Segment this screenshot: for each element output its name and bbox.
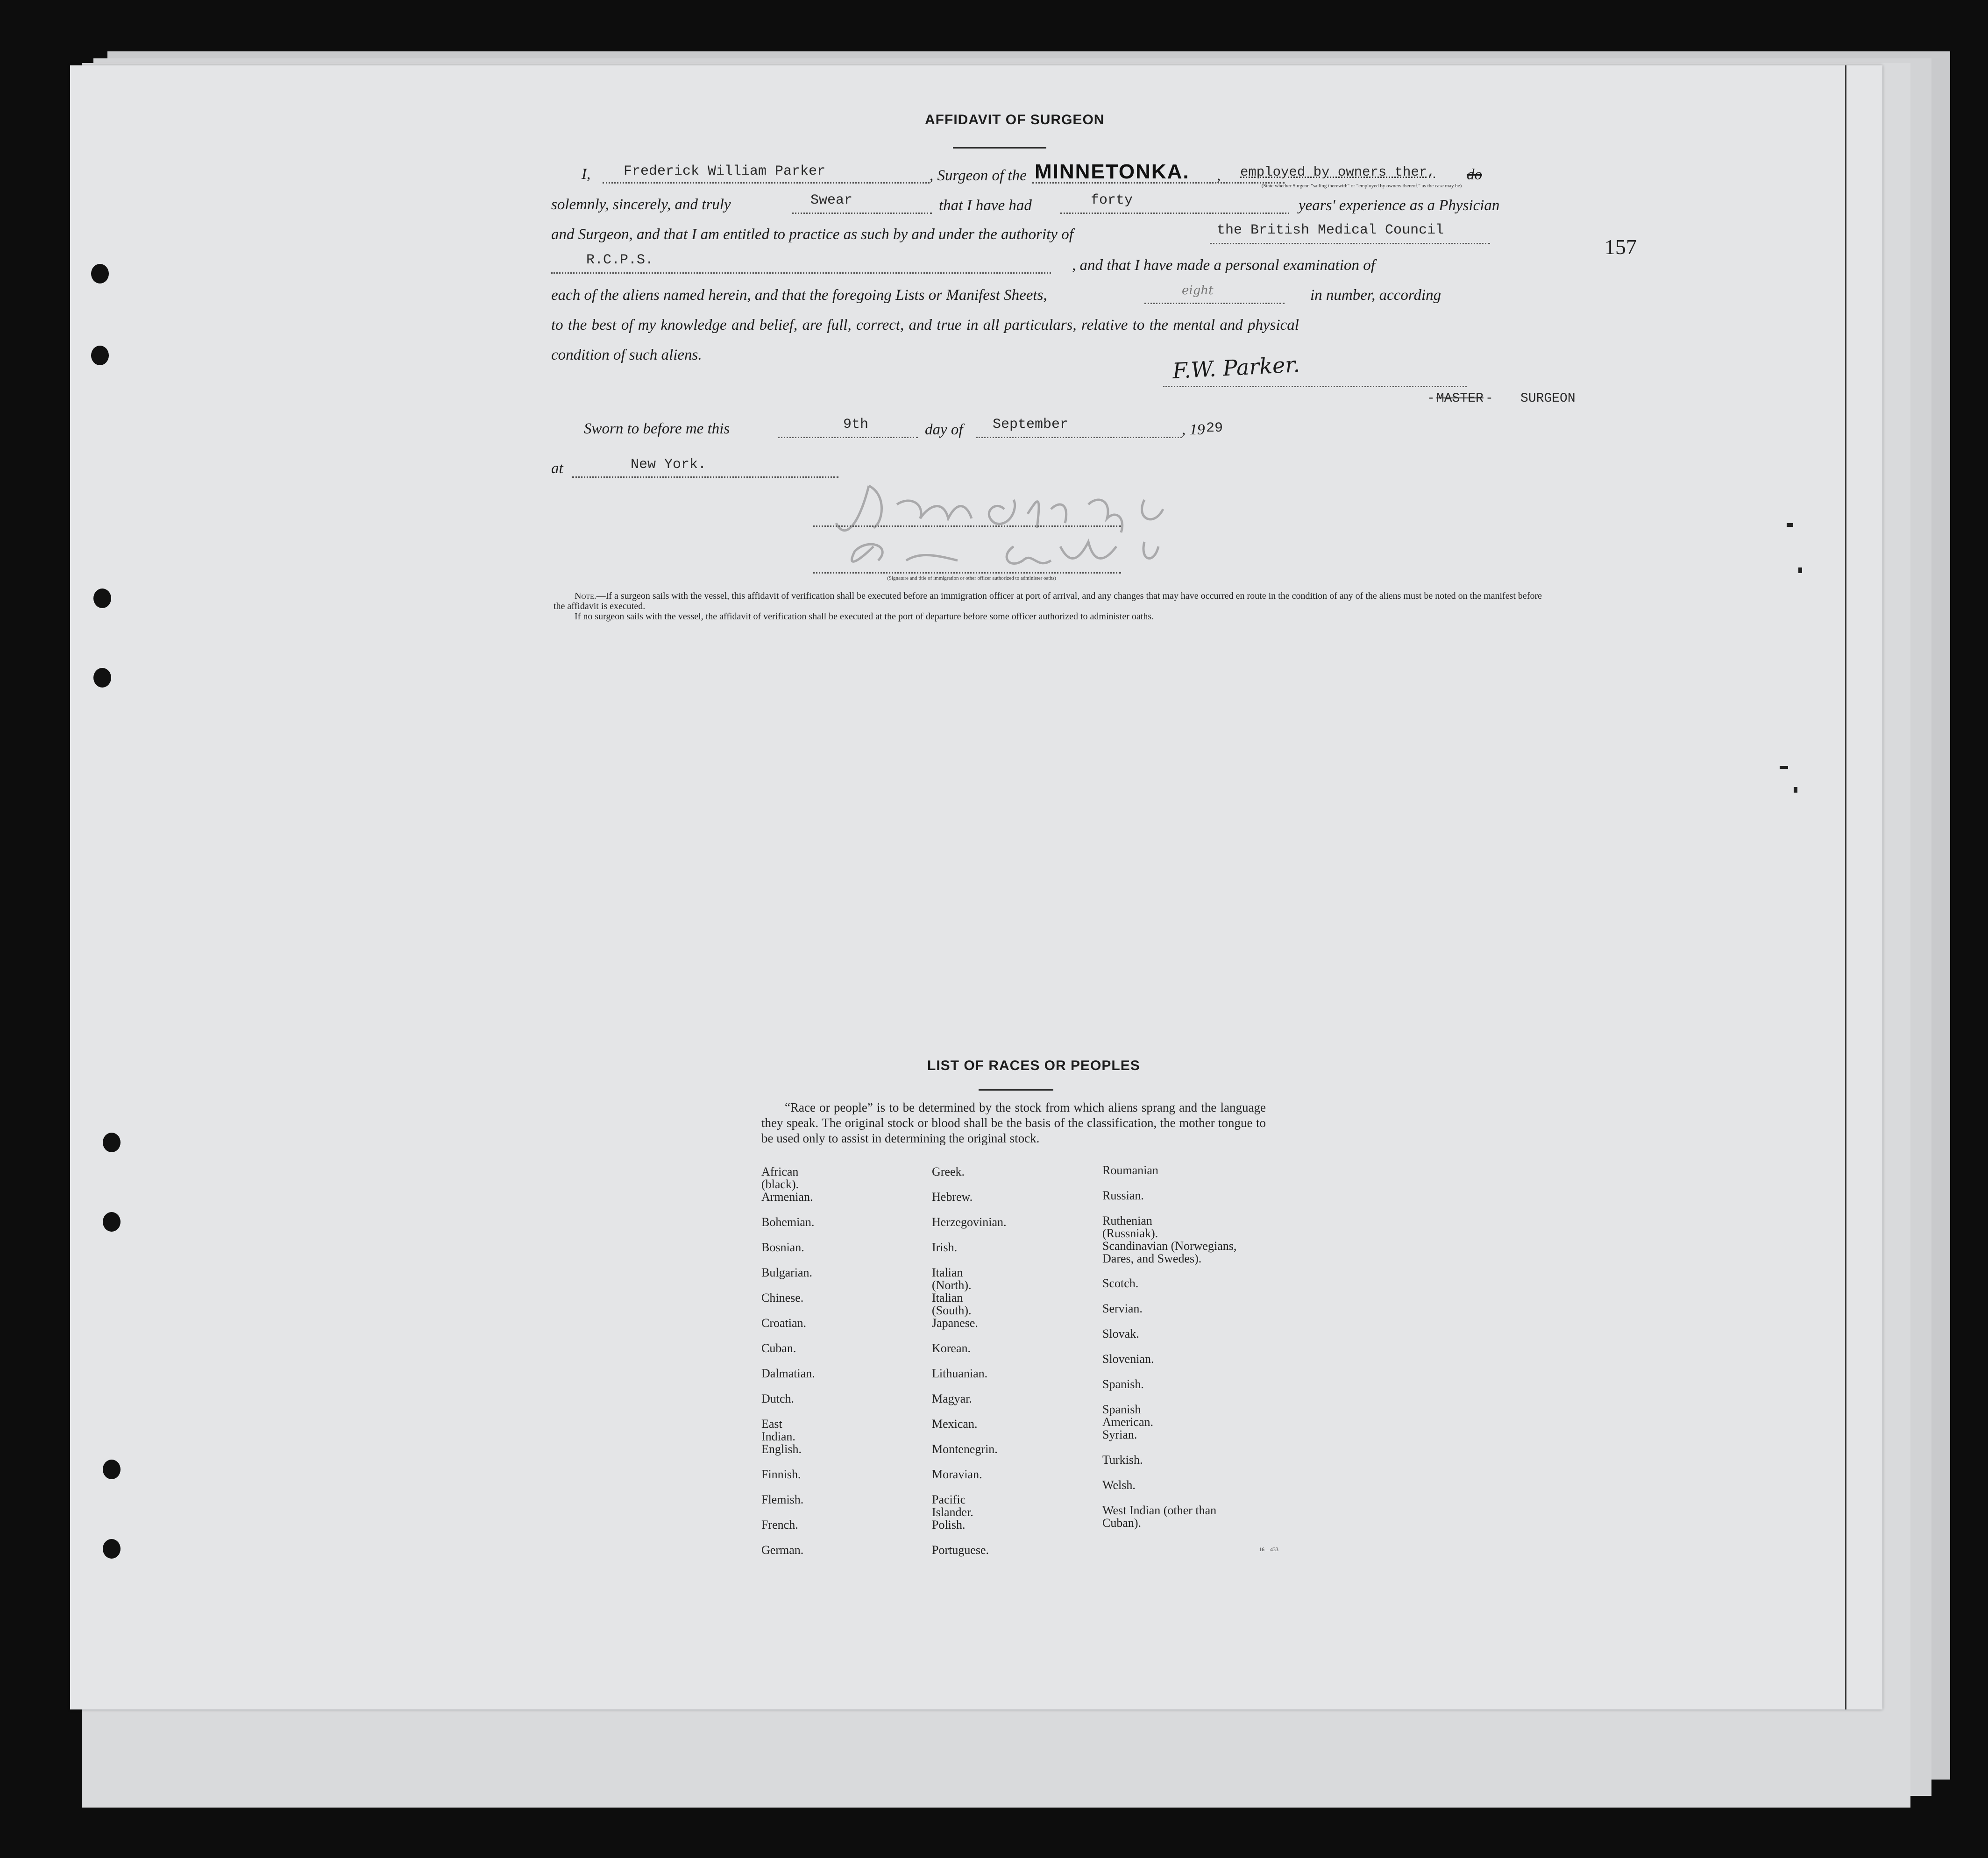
race-item: Bohemian. bbox=[761, 1215, 815, 1229]
note-surgeon-sails: —If a surgeon sails with the vessel, this affidavit of verification shall be executed before an immigration officer at port of arrival, and any changes that may have occurred en route in the condition of any of the aliens must be noted on the manifest before the affidavit is executed. bbox=[554, 591, 1542, 611]
dash: - bbox=[1485, 391, 1493, 406]
scan-speck bbox=[1787, 523, 1793, 527]
blank-line bbox=[778, 437, 918, 438]
surgeon-of-label: , Surgeon of the bbox=[930, 167, 1027, 184]
document-page bbox=[70, 65, 1882, 1709]
blank-line bbox=[1144, 303, 1285, 304]
role-label: SURGEON bbox=[1520, 391, 1576, 406]
sworn-lead: Sworn to before me this bbox=[584, 420, 730, 437]
race-item: Spanish American. bbox=[1102, 1403, 1154, 1429]
in-number-text: in number, according bbox=[1310, 287, 1441, 304]
blank-line bbox=[1210, 243, 1490, 244]
race-item: Slovak. bbox=[1102, 1327, 1139, 1340]
master-struck: MASTER bbox=[1436, 391, 1484, 406]
binder-hole bbox=[91, 264, 109, 284]
race-item: Slovenian. bbox=[1102, 1352, 1154, 1366]
page-edge-line bbox=[1845, 65, 1846, 1709]
race-item: Dutch. bbox=[761, 1392, 795, 1405]
binder-hole bbox=[103, 1539, 121, 1559]
employment-note: (State whether Surgeon "sailing therewith" or "employed by owners thereof," as the case may be) bbox=[1261, 183, 1462, 189]
race-item: Armenian. bbox=[761, 1190, 813, 1204]
race-item: Montenegrin. bbox=[932, 1442, 998, 1456]
manifest-sheets-text: each of the aliens named herein, and that the foregoing Lists or Manifest Sheets, bbox=[551, 287, 1047, 304]
authority-name: the British Medical Council bbox=[1217, 222, 1444, 238]
sheet-count: eight bbox=[1182, 284, 1214, 298]
race-item: East Indian. bbox=[761, 1417, 795, 1443]
surgeon-signature: F.W. Parker. bbox=[1172, 351, 1301, 384]
race-item: Scandinavian (Norwegians, Dares, and Swedes). bbox=[1102, 1239, 1237, 1265]
race-item: Cuban. bbox=[761, 1341, 796, 1355]
sworn-month: September bbox=[993, 417, 1069, 433]
race-item: Ruthenian (Russniak). bbox=[1102, 1214, 1158, 1240]
race-item: Bulgarian. bbox=[761, 1266, 813, 1279]
oath-type: Swear bbox=[810, 192, 853, 208]
race-item: French. bbox=[761, 1518, 798, 1532]
race-item: German. bbox=[761, 1543, 804, 1557]
race-item: Greek. bbox=[932, 1165, 965, 1178]
binder-hole bbox=[103, 1460, 121, 1479]
race-item: Korean. bbox=[932, 1341, 971, 1355]
race-item: Servian. bbox=[1102, 1302, 1143, 1315]
form-code: 16—433 bbox=[1259, 1546, 1278, 1553]
years-experience: forty bbox=[1091, 192, 1133, 208]
at-label: at bbox=[551, 460, 563, 477]
do-struck: do bbox=[1467, 166, 1482, 183]
officer-signature-note: (Signature and title of immigration or other officer authorized to administer oaths) bbox=[887, 575, 1056, 581]
title-rule bbox=[953, 147, 1046, 149]
affidavit-lead: I, bbox=[582, 166, 591, 183]
page-number: 157 bbox=[1605, 235, 1637, 259]
comma: , bbox=[1217, 167, 1221, 184]
race-item: Scotch. bbox=[1102, 1276, 1139, 1290]
race-item: Pacific Islander. bbox=[932, 1493, 973, 1519]
race-item: Russian. bbox=[1102, 1189, 1144, 1202]
race-item: Hebrew. bbox=[932, 1190, 973, 1204]
binder-hole bbox=[103, 1133, 121, 1152]
affidavit-note bbox=[554, 591, 1546, 622]
race-item: Spanish. bbox=[1102, 1377, 1144, 1391]
race-item: English. bbox=[761, 1442, 802, 1456]
race-item: Finnish. bbox=[761, 1468, 801, 1481]
race-item: Welsh. bbox=[1102, 1478, 1136, 1492]
affidavit-title: AFFIDAVIT OF SURGEON bbox=[925, 112, 1105, 128]
surgeon-name: Frederick William Parker bbox=[624, 163, 826, 179]
races-rule bbox=[979, 1089, 1053, 1091]
race-item: Japanese. bbox=[932, 1316, 978, 1330]
scan-speck bbox=[1794, 787, 1797, 793]
scan-speck bbox=[1798, 567, 1802, 573]
blank-line bbox=[976, 437, 1182, 438]
race-item: Magyar. bbox=[932, 1392, 972, 1405]
race-item: Turkish. bbox=[1102, 1453, 1143, 1467]
note-no-surgeon: If no surgeon sails with the vessel, the affidavit of verification shall be executed at the port of departure before some officer authorized to administer oaths. bbox=[575, 611, 1154, 622]
year-prefix: , 19 bbox=[1182, 421, 1205, 438]
binder-hole bbox=[93, 589, 111, 608]
officer-line-2 bbox=[813, 572, 1121, 574]
races-title: LIST OF RACES OR PEOPLES bbox=[927, 1058, 1140, 1073]
blank-line bbox=[792, 213, 932, 214]
blank-line bbox=[572, 476, 838, 478]
race-item: Bosnian. bbox=[761, 1241, 804, 1254]
race-item: West Indian (other than Cuban). bbox=[1102, 1503, 1217, 1530]
races-intro: “Race or people” is to be determined by the stock from which aliens sprang and the language they speak. The original stock or blood shall be the basis of the classification, the mother tongue to be used only to assist in determining the original stock. bbox=[761, 1100, 1266, 1145]
race-item: Roumanian bbox=[1102, 1163, 1158, 1177]
officer-line-1 bbox=[813, 525, 1121, 527]
oath-lead: solemnly, sincerely, and truly bbox=[551, 196, 731, 213]
authority-lead: and Surgeon, and that I am entitled to practice as such by and under the authority of bbox=[551, 226, 1073, 243]
race-item: Herzegovinian. bbox=[932, 1215, 1007, 1229]
race-item: Italian (North). bbox=[932, 1266, 972, 1292]
knowledge-text: to the best of my knowledge and belief, are full, correct, and true in all particulars, relative to the mental and physical bbox=[551, 317, 1299, 333]
race-item: Croatian. bbox=[761, 1316, 807, 1330]
blank-line bbox=[603, 182, 930, 184]
race-item: Moravian. bbox=[932, 1468, 982, 1481]
sworn-year: 29 bbox=[1206, 420, 1223, 436]
signature-line bbox=[1163, 386, 1467, 387]
race-item: Portuguese. bbox=[932, 1543, 989, 1557]
race-item: Polish. bbox=[932, 1518, 966, 1532]
dash: - bbox=[1427, 391, 1435, 406]
race-item: Syrian. bbox=[1102, 1428, 1137, 1441]
examination-text: , and that I have made a personal examination of bbox=[1072, 257, 1375, 274]
race-item: Italian (South). bbox=[932, 1291, 972, 1317]
note-label: Note. bbox=[575, 591, 596, 601]
race-item: African (black). bbox=[761, 1165, 799, 1191]
race-item: Chinese. bbox=[761, 1291, 804, 1305]
sworn-place: New York. bbox=[631, 457, 707, 473]
binder-hole bbox=[93, 668, 111, 688]
race-item: Dalmatian. bbox=[761, 1367, 815, 1380]
scan-speck bbox=[1780, 766, 1788, 769]
blank-line bbox=[551, 272, 1051, 274]
authority-name-2: R.C.P.S. bbox=[586, 252, 654, 268]
race-item: Flemish. bbox=[761, 1493, 804, 1506]
employment-status: employed by owners ther, bbox=[1240, 164, 1435, 180]
ship-name: MINNETONKA. bbox=[1035, 160, 1190, 183]
day-of-label: day of bbox=[925, 421, 963, 438]
race-item: Lithuanian. bbox=[932, 1367, 988, 1380]
sworn-day: 9th bbox=[843, 417, 869, 433]
race-item: Irish. bbox=[932, 1241, 958, 1254]
experience-label: years' experience as a Physician bbox=[1299, 197, 1500, 214]
binder-hole bbox=[91, 346, 109, 365]
race-item: Mexican. bbox=[932, 1417, 978, 1431]
condition-text: condition of such aliens. bbox=[551, 347, 702, 363]
binder-hole bbox=[103, 1212, 121, 1232]
have-had-label: that I have had bbox=[939, 197, 1032, 214]
blank-line bbox=[1060, 213, 1289, 214]
